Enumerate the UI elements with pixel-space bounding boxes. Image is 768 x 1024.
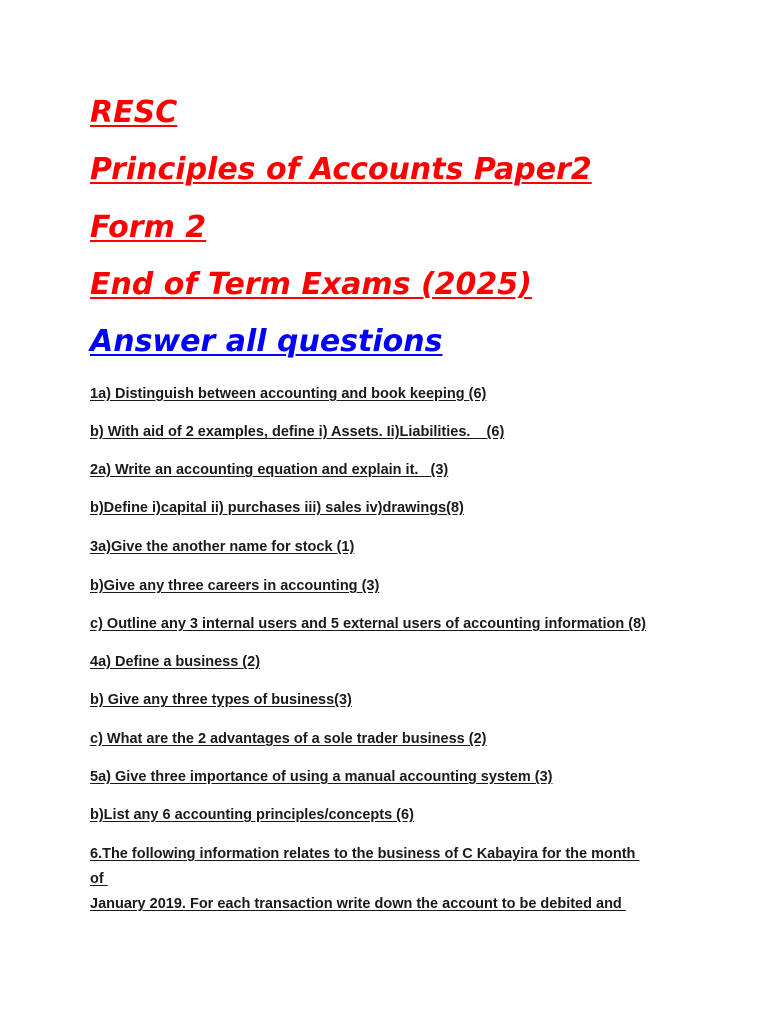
exam-heading: End of Term Exams (2025)	[90, 267, 532, 302]
question-1a: 1a) Distinguish between accounting and book keeping (6)	[90, 386, 487, 402]
question-1b: b) With aid of 2 examples, define i) Assets. Ii)Liabilities. (6)	[90, 424, 505, 440]
question-6-line1: 6.The following information relates to the business of C Kabayira for the month	[90, 846, 640, 862]
instruction-heading: Answer all questions	[90, 324, 443, 359]
question-3b: b)Give any three careers in accounting (3)	[90, 578, 380, 594]
question-5b: b)List any 6 accounting principles/concepts (6)	[90, 807, 414, 823]
question-5a: 5a) Give three importance of using a manual accounting system (3)	[90, 769, 553, 785]
question-3c: c) Outline any 3 internal users and 5 external users of accounting information (8)	[90, 616, 646, 632]
question-4b: b) Give any three types of business(3)	[90, 692, 352, 708]
org-heading: RESC	[90, 95, 178, 130]
question-6-line2: of	[90, 871, 108, 887]
subject-heading: Principles of Accounts Paper2	[90, 152, 592, 187]
question-2a: 2a) Write an accounting equation and explain it. (3)	[90, 462, 449, 478]
question-2b: b)Define i)capital ii) purchases iii) sales iv)drawings(8)	[90, 500, 464, 516]
question-6-line3: January 2019. For each transaction write down the account to be debited and	[90, 896, 626, 912]
question-3a: 3a)Give the another name for stock (1)	[90, 539, 355, 555]
question-4a: 4a) Define a business (2)	[90, 654, 261, 670]
question-4c: c) What are the 2 advantages of a sole trader business (2)	[90, 731, 487, 747]
form-heading: Form 2	[90, 210, 207, 245]
